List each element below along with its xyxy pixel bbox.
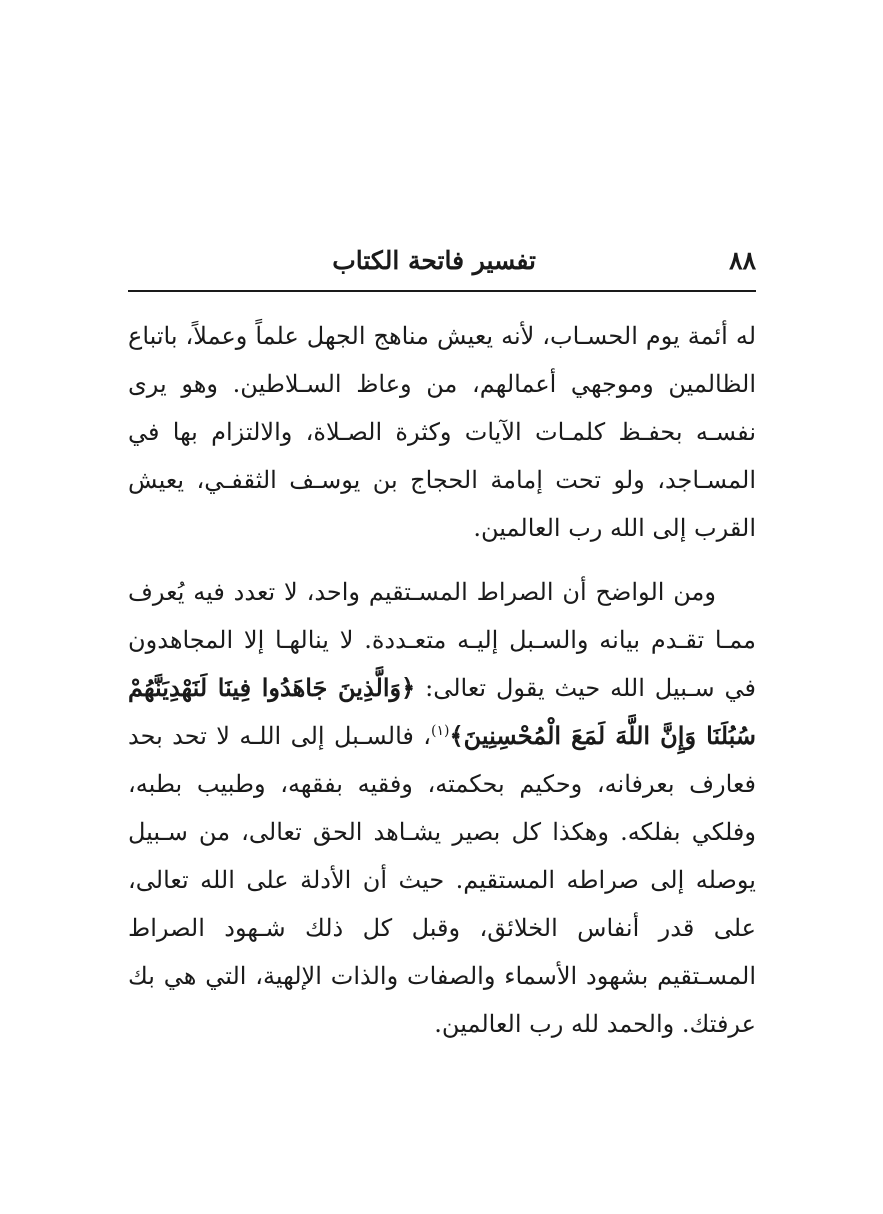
page-number: ٨٨	[729, 246, 756, 275]
header-rule	[128, 290, 756, 292]
footnote-reference: (١)	[431, 723, 450, 739]
paragraph-2-intro: ومن الواضح أن الصراط المسـتقيم واحد، لا تعدد فيه يُعرف ممـا تقـدم بيانه والسـبل إليـه متعـددة. لا ينالهـا إلا المجاهدون في سـبيل الله حيث يقول تعالى:	[128, 578, 756, 702]
paragraph-1: له أئمة يوم الحسـاب، لأنه يعيش مناهج الجهل علماً وعملاً، باتباع الظالمين وموجهي أعمالهم، من وعاظ السـلاطين. وهو يرى نفسـه بحفـظ كلمـات الآيات وكثرة الصـلاة، والالتزام بها في المسـاجد، ولو تحت إمامة الحجاج بن يوسـف الثقفـي، يعيش القرب إلى الله رب العالمين.	[128, 322, 757, 542]
quran-verse: ﴿وَالَّذِينَ جَاهَدُوا فِينَا لَنَهْدِيَنَّهُمْ سُبُلَنَا وَإِنَّ اللَّهَ لَمَعَ الْمُحْسِنِينَ﴾	[128, 673, 756, 750]
body-text	[128, 312, 756, 1048]
running-title: تفسير فاتحة الكتاب	[332, 246, 536, 275]
paragraph-2	[128, 568, 756, 1048]
page-header	[128, 242, 756, 282]
paragraph-2-continuation: ، فالسـبل إلى اللـه لا تحد بحد فعارف بعرفانه، وحكيم بحكمته، وفقيه بفقهه، وطبيب بطبه، وفلكي بفلكه. وهكذا كل بصير يشـاهد الحق تعالى، من سـبيل يوصله إلى صراطه المستقيم. حيث أن الأدلة على الله تعالى، على قدر أنفاس الخلائق، وقبل كل ذلك شـهود الصراط المسـتقيم بشهود الأسماء والصفات والذات الإلهية، التي هي بك عرفتك. والحمد لله رب العالمين.	[128, 722, 756, 1038]
